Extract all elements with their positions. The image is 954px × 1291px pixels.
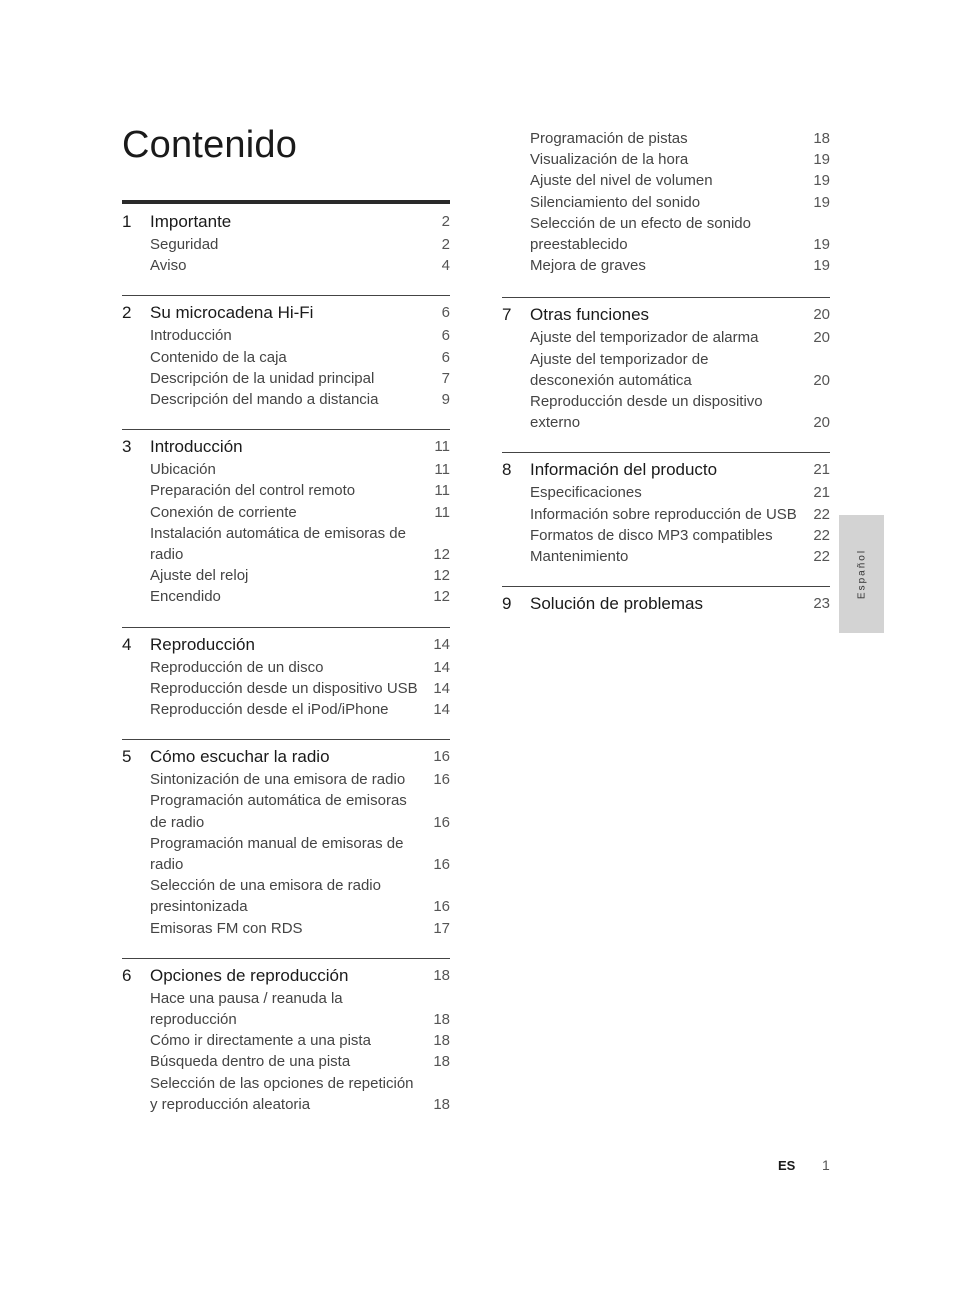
entry-label: preestablecido xyxy=(530,236,628,254)
toc-entry[interactable] xyxy=(502,370,830,391)
section-number: 4 xyxy=(122,634,132,654)
entry-label: externo xyxy=(530,414,581,432)
section-number: 6 xyxy=(122,965,132,985)
entry-label: radio xyxy=(150,856,184,874)
section-title: Su microcadena Hi-Fi xyxy=(150,303,314,323)
entry-label: Sintonización de una emisora de radio xyxy=(150,771,406,789)
toc-entry[interactable] xyxy=(122,699,450,720)
toc-section xyxy=(122,739,450,939)
toc-continued-entries xyxy=(502,128,830,276)
toc-section xyxy=(502,452,830,567)
section-number: 9 xyxy=(502,594,512,614)
section-title: Cómo escuchar la radio xyxy=(150,747,330,767)
toc-entry[interactable] xyxy=(502,546,830,567)
entry-label: Formatos de disco MP3 compatibles xyxy=(530,526,773,544)
entry-label: Ajuste del temporizador de xyxy=(530,350,709,368)
entry-label: Reproducción desde un dispositivo USB xyxy=(150,679,418,697)
toc-section-heading[interactable] xyxy=(122,964,450,988)
page-number: 9 xyxy=(441,391,450,409)
entry-label: de radio xyxy=(150,813,205,831)
toc-entry[interactable] xyxy=(122,988,450,1009)
entry-label: Aviso xyxy=(150,257,187,275)
section-title: Opciones de reproducción xyxy=(150,965,349,985)
language-tab xyxy=(839,515,884,633)
toc-entry[interactable] xyxy=(122,586,450,607)
entry-label: Ajuste del nivel de volumen xyxy=(530,172,713,190)
entry-label: Encendido xyxy=(150,588,221,606)
entry-label: Selección de las opciones de repetición xyxy=(150,1074,414,1092)
toc-entry[interactable] xyxy=(502,412,830,433)
section-number: 3 xyxy=(122,437,132,457)
page-number: 17 xyxy=(433,919,450,937)
page-number: 18 xyxy=(813,130,830,147)
page-number: 14 xyxy=(433,679,450,697)
toc-section-heading[interactable] xyxy=(122,435,450,459)
page-number: 19 xyxy=(813,257,830,275)
entry-label: Visualización de la hora xyxy=(530,151,689,169)
section-number: 1 xyxy=(122,212,132,231)
toc-entry[interactable] xyxy=(502,255,830,276)
entry-label: Seguridad xyxy=(150,236,219,253)
toc-entry[interactable] xyxy=(122,234,450,255)
page-number: 7 xyxy=(441,369,450,387)
entry-label: Especificaciones xyxy=(530,484,642,502)
page-number: 18 xyxy=(433,966,450,984)
page-number: 19 xyxy=(813,151,830,169)
entry-label: Reproducción desde un dispositivo xyxy=(530,393,763,411)
page-number: 23 xyxy=(813,595,830,613)
entry-label: Hace una pausa / reanuda la xyxy=(150,989,343,1007)
page-number: 14 xyxy=(433,701,450,719)
toc-entry[interactable] xyxy=(502,525,830,546)
toc-entry[interactable] xyxy=(122,544,450,565)
footer-language: ES xyxy=(778,1158,796,1173)
entry-label: radio xyxy=(150,546,184,564)
page-title: Contenido xyxy=(122,124,298,166)
page-number: 21 xyxy=(813,484,830,502)
entry-label: Programación automática de emisoras xyxy=(150,792,407,810)
page-number: 6 xyxy=(441,327,450,345)
toc-entry[interactable] xyxy=(122,325,450,346)
toc-entry[interactable] xyxy=(122,790,450,811)
toc-section-heading[interactable] xyxy=(502,592,830,616)
page-number: 6 xyxy=(441,304,450,322)
page-number: 11 xyxy=(434,503,450,521)
page-number: 22 xyxy=(813,548,830,566)
toc-entry[interactable] xyxy=(122,347,450,368)
toc-entry[interactable] xyxy=(122,918,450,939)
section-title: Solución de problemas xyxy=(530,594,703,614)
toc-entry[interactable] xyxy=(122,678,450,699)
entry-label: Ubicación xyxy=(150,461,216,479)
entry-label: presintonizada xyxy=(150,898,248,916)
toc-entry[interactable] xyxy=(122,769,450,790)
page-number: 19 xyxy=(813,236,830,254)
entry-label: Programación de pistas xyxy=(530,130,688,147)
toc-section-heading[interactable] xyxy=(122,745,450,769)
section-number: 7 xyxy=(502,305,512,325)
entry-label: Descripción de la unidad principal xyxy=(150,369,375,387)
page-number: 16 xyxy=(433,813,450,831)
toc-entry[interactable] xyxy=(122,896,450,917)
entry-label: y reproducción aleatoria xyxy=(150,1095,311,1113)
toc-section-heading[interactable] xyxy=(122,210,450,234)
page-number: 12 xyxy=(433,588,450,606)
entry-label: Preparación del control remoto xyxy=(150,482,356,500)
toc-entry[interactable] xyxy=(502,234,830,255)
toc-entry[interactable] xyxy=(122,657,450,678)
page-number: 2 xyxy=(441,236,450,253)
toc-section xyxy=(502,297,830,433)
page-number: 12 xyxy=(433,546,450,564)
section-title: Información del producto xyxy=(530,460,718,480)
section-number: 2 xyxy=(122,303,132,323)
toc-section-heading[interactable] xyxy=(502,458,830,482)
language-tab-label: Español xyxy=(856,548,867,600)
entry-label: Información sobre reproducción de USB xyxy=(530,505,797,523)
toc-section-heading[interactable] xyxy=(502,303,830,327)
toc-entry[interactable] xyxy=(122,854,450,875)
entry-label: Reproducción de un disco xyxy=(150,658,324,676)
page-number: 14 xyxy=(433,635,450,653)
toc-entry[interactable] xyxy=(502,349,830,370)
toc-entry[interactable] xyxy=(122,480,450,501)
toc-entry[interactable] xyxy=(502,170,830,191)
page-number: 20 xyxy=(813,306,830,324)
page-number: 21 xyxy=(813,461,830,479)
toc-entry[interactable] xyxy=(122,1073,450,1094)
entry-label: Ajuste del temporizador de alarma xyxy=(530,329,759,347)
toc-entry[interactable] xyxy=(122,1051,450,1072)
page-number: 16 xyxy=(433,898,450,916)
page-number: 16 xyxy=(433,748,450,766)
toc-entry[interactable] xyxy=(122,389,450,410)
page-number: 22 xyxy=(813,505,830,523)
entry-label: Conexión de corriente xyxy=(150,503,297,521)
toc-entry[interactable] xyxy=(502,149,830,170)
toc-entry[interactable] xyxy=(122,502,450,523)
toc-section xyxy=(502,586,830,616)
page-number: 11 xyxy=(434,438,450,456)
page-number: 18 xyxy=(433,1053,450,1071)
page-number: 4 xyxy=(441,257,450,275)
toc-entry[interactable] xyxy=(122,565,450,586)
page-number: 2 xyxy=(441,213,450,230)
entry-label: Mantenimiento xyxy=(530,548,629,566)
entry-label: Programación manual de emisoras de xyxy=(150,834,404,852)
entry-label: Ajuste del reloj xyxy=(150,567,249,585)
toc-entry[interactable] xyxy=(122,812,450,833)
toc-section xyxy=(122,958,450,1115)
toc-section xyxy=(122,200,450,276)
page-number: 16 xyxy=(433,771,450,789)
entry-label: desconexión automática xyxy=(530,371,692,389)
page-number: 18 xyxy=(433,1095,450,1113)
toc-section-heading[interactable] xyxy=(122,301,450,325)
page-number: 11 xyxy=(434,461,450,479)
section-title: Importante xyxy=(150,212,232,231)
entry-label: Selección de una emisora de radio xyxy=(150,877,381,895)
page-number: 16 xyxy=(433,856,450,874)
entry-label: Cómo ir directamente a una pista xyxy=(150,1032,371,1050)
toc-entry[interactable] xyxy=(122,255,450,276)
entry-label: Emisoras FM con RDS xyxy=(150,919,303,937)
toc-entry[interactable] xyxy=(122,523,450,544)
entry-label: Búsqueda dentro de una pista xyxy=(150,1053,351,1071)
toc-entry[interactable] xyxy=(502,504,830,525)
toc-entry[interactable] xyxy=(502,391,830,412)
section-number: 8 xyxy=(502,460,512,480)
entry-label: Mejora de graves xyxy=(530,257,646,275)
page-number: 11 xyxy=(434,482,450,500)
page-number: 20 xyxy=(813,414,830,432)
footer-page-number: 1 xyxy=(822,1157,830,1173)
entry-label: Descripción del mando a distancia xyxy=(150,391,379,409)
toc-entry[interactable] xyxy=(122,368,450,389)
toc-entry[interactable] xyxy=(122,1030,450,1051)
entry-label: reproducción xyxy=(150,1011,237,1029)
toc-entry[interactable] xyxy=(502,192,830,213)
toc-entry[interactable] xyxy=(122,833,450,854)
toc-entry[interactable] xyxy=(122,1094,450,1115)
page-number: 6 xyxy=(441,348,450,366)
toc-section xyxy=(122,295,450,410)
page-number: 14 xyxy=(433,658,450,676)
page-number: 18 xyxy=(433,1032,450,1050)
page-number: 12 xyxy=(433,567,450,585)
toc-section xyxy=(122,627,450,721)
toc-section xyxy=(122,429,450,607)
section-title: Otras funciones xyxy=(530,305,650,325)
toc-section-heading[interactable] xyxy=(122,633,450,657)
entry-label: Introducción xyxy=(150,327,232,345)
page-number: 20 xyxy=(813,329,830,347)
entry-label: Silenciamiento del sonido xyxy=(530,193,701,211)
section-number: 5 xyxy=(122,747,132,767)
toc-entry[interactable] xyxy=(122,875,450,896)
toc-left-column xyxy=(122,200,450,1134)
entry-label: Instalación automática de emisoras de xyxy=(150,524,406,542)
page-number: 22 xyxy=(813,526,830,544)
toc-entry[interactable] xyxy=(122,459,450,480)
toc-entry[interactable] xyxy=(502,327,830,348)
toc-entry[interactable] xyxy=(502,482,830,503)
entry-label: Reproducción desde el iPod/iPhone xyxy=(150,701,389,719)
page-number: 20 xyxy=(813,371,830,389)
section-title: Introducción xyxy=(150,437,243,457)
page-number: 18 xyxy=(433,1011,450,1029)
page-number: 19 xyxy=(813,172,830,190)
toc-entry[interactable] xyxy=(122,1009,450,1030)
entry-label: Contenido de la caja xyxy=(150,348,287,366)
page-number: 19 xyxy=(813,193,830,211)
entry-label: Selección de un efecto de sonido xyxy=(530,214,751,232)
toc-entry[interactable] xyxy=(502,213,830,234)
section-title: Reproducción xyxy=(150,634,255,654)
toc-entry[interactable] xyxy=(502,128,830,149)
toc-right-column xyxy=(502,128,830,635)
